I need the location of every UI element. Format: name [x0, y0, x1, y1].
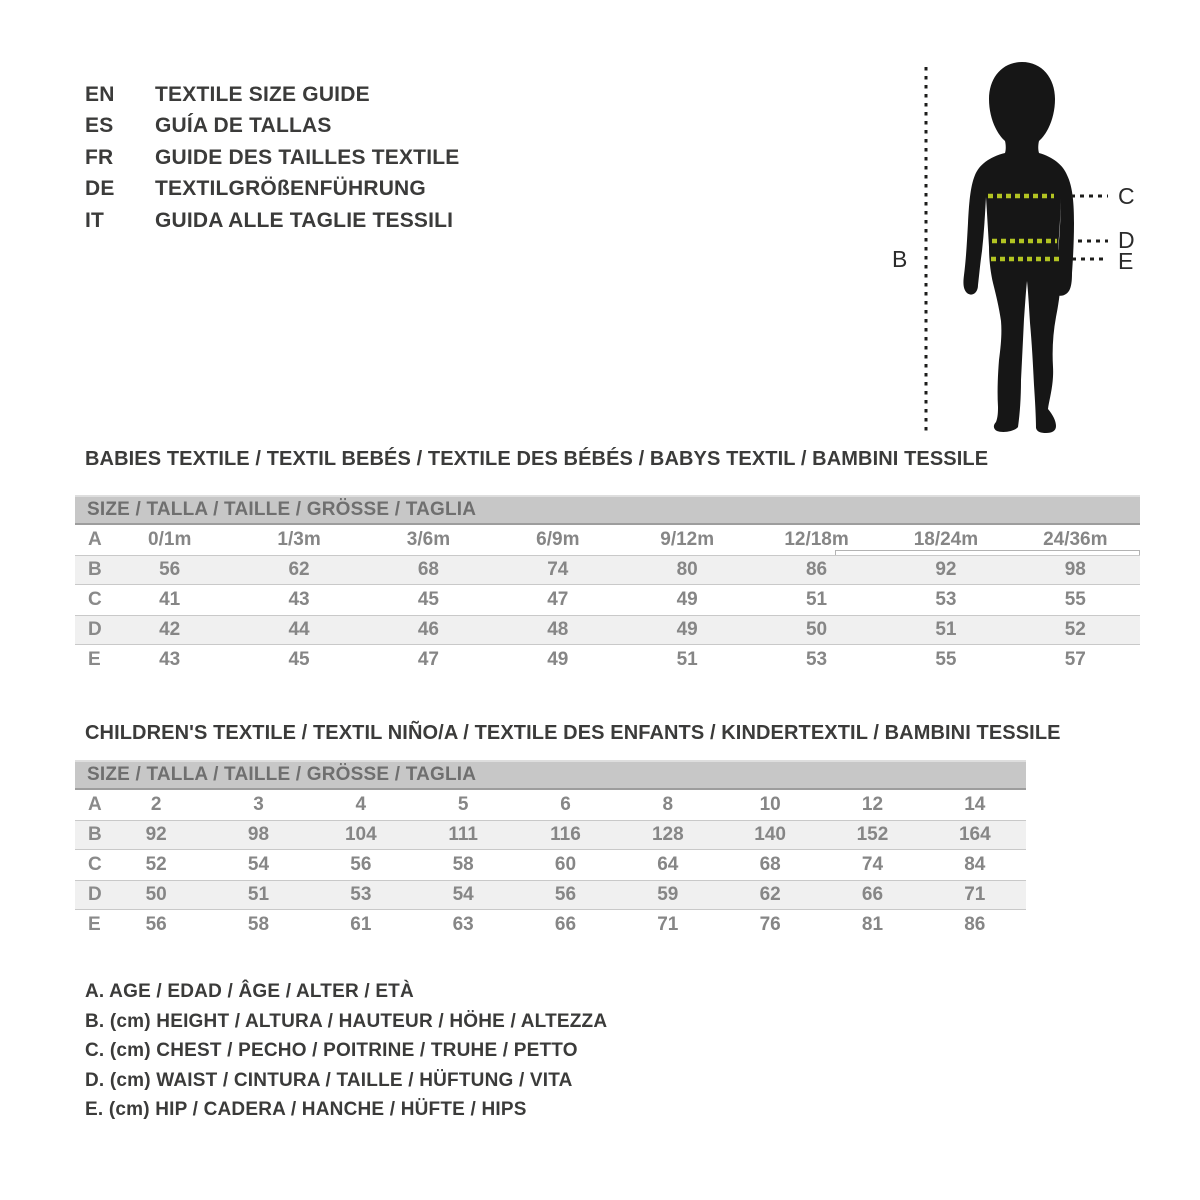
size-cell: 86 [964, 914, 986, 935]
row-label: C [88, 589, 102, 610]
legend-age: A. AGE / EDAD / ÂGE / ALTER / ETÀ [85, 981, 414, 1002]
size-cell: 56 [350, 854, 372, 875]
table-row-e [75, 645, 1140, 675]
size-cell: 49 [676, 589, 698, 610]
row-label: D [88, 884, 102, 905]
size-cell: 116 [550, 824, 581, 845]
guide-title-en: TEXTILE SIZE GUIDE [155, 82, 370, 106]
hip-label: E [1118, 248, 1134, 274]
legend-height: B. (cm) HEIGHT / ALTURA / HAUTEUR / HÖHE / ALTEZZA [85, 1010, 608, 1032]
size-cell: 62 [288, 559, 310, 580]
size-cell: 8 [662, 794, 674, 815]
size-cell: 61 [350, 914, 372, 935]
size-table-header: SIZE / TALLA / TAILLE / GRÖSSE / TAGLIA [75, 760, 1026, 790]
size-cell: 56 [554, 884, 577, 905]
size-cell: 66 [554, 914, 577, 935]
size-cell: 50 [145, 884, 167, 905]
lang-code: EN [85, 82, 115, 106]
size-cell: 104 [344, 824, 377, 845]
size-cell: 46 [417, 619, 439, 640]
size-cell: 53 [350, 884, 372, 905]
row-label: B [88, 559, 102, 580]
lang-row-es [85, 111, 459, 143]
size-cell: 51 [805, 589, 828, 610]
size-cell: 84 [964, 854, 986, 875]
table-row-b [75, 820, 1026, 850]
legend-waist: D. (cm) WAIST / CINTURA / TAILLE / HÜFTUNG / VITA [85, 1069, 573, 1091]
size-cell: 0/1m [148, 529, 192, 550]
size-cell: 6 [560, 794, 571, 815]
size-cell: 86 [805, 559, 828, 580]
size-cell: 3 [253, 794, 264, 815]
size-cell: 60 [554, 854, 577, 875]
size-cell: 98 [247, 824, 270, 845]
size-cell: 54 [452, 884, 474, 905]
size-cell: 74 [547, 559, 569, 580]
measurement-legend [85, 977, 607, 1125]
size-cell: 66 [861, 884, 884, 905]
size-cell: 49 [547, 649, 569, 670]
row-label: C [88, 854, 102, 875]
size-cell: 51 [247, 884, 270, 905]
table-row-b [75, 555, 1140, 585]
size-cell: 49 [676, 619, 698, 640]
size-cell: 12/18m [784, 529, 849, 550]
size-cell: 18/24m [913, 529, 979, 550]
size-cell: 55 [1064, 589, 1086, 610]
size-cell: 64 [657, 854, 679, 875]
size-cell: 1/3m [277, 529, 321, 550]
legend-hip: E. (cm) HIP / CADERA / HANCHE / HÜFTE / HIPS [85, 1099, 527, 1120]
size-cell: 140 [754, 824, 786, 845]
size-cell: 63 [452, 914, 474, 935]
guide-title-fr: GUIDE DES TAILLES TEXTILE [155, 145, 460, 169]
table-row-a [75, 790, 1026, 820]
waist-label: D [1118, 227, 1135, 253]
size-cell: 152 [856, 824, 889, 845]
guide-title-it: GUIDA ALLE TAGLIE TESSILI [155, 208, 454, 232]
row-label: B [88, 824, 102, 845]
row-label: A [88, 794, 102, 815]
size-cell: 43 [159, 649, 181, 670]
lang-row-fr [85, 142, 459, 174]
size-cell: 98 [1064, 559, 1086, 580]
lang-code: ES [85, 114, 114, 138]
child-measurement-figure [850, 55, 1160, 445]
size-cell: 45 [417, 589, 439, 610]
size-cell: 57 [1064, 649, 1086, 670]
size-cell: 47 [417, 649, 439, 670]
size-cell: 62 [759, 884, 781, 905]
table-row-d [75, 615, 1140, 645]
table-row-a [75, 525, 1140, 555]
chest-label: C [1118, 183, 1135, 209]
size-cell: 52 [145, 854, 167, 875]
size-cell: 51 [935, 619, 957, 640]
size-cell: 43 [288, 589, 310, 610]
size-cell: 2 [150, 794, 162, 815]
size-cell: 24/36m [1043, 529, 1108, 550]
size-cell: 14 [964, 794, 986, 815]
size-cell: 5 [457, 794, 469, 815]
lang-row-de [85, 174, 459, 206]
size-cell: 42 [159, 619, 181, 640]
size-cell: 54 [247, 854, 270, 875]
size-cell: 58 [247, 914, 270, 935]
children-section-title: CHILDREN'S TEXTILE / TEXTIL NIÑO/A / TEXTILE DES ENFANTS / KINDERTEXTIL / BAMBINI TESSILE [85, 722, 1061, 744]
legend-chest: C. (cm) CHEST / PECHO / POITRINE / TRUHE / PETTO [85, 1040, 578, 1061]
table-row-e [75, 910, 1026, 940]
row-label: E [88, 914, 101, 935]
table-row-c [75, 850, 1026, 880]
size-cell: 47 [547, 589, 569, 610]
row-label: D [88, 619, 102, 640]
size-cell: 68 [759, 854, 781, 875]
size-cell: 71 [657, 914, 679, 935]
size-cell: 59 [657, 884, 679, 905]
size-cell: 111 [448, 824, 478, 845]
size-cell: 80 [676, 559, 698, 580]
child-silhouette-icon [963, 62, 1074, 433]
size-cell: 81 [861, 914, 884, 935]
size-cell: 68 [417, 559, 439, 580]
row-label: A [88, 529, 102, 550]
size-cell: 164 [958, 824, 991, 845]
table-row-c [75, 585, 1140, 615]
size-table-body [75, 525, 1140, 675]
size-cell: 9/12m [660, 529, 715, 550]
lang-code: FR [85, 145, 114, 169]
size-cell: 52 [1064, 619, 1086, 640]
row-label: E [88, 649, 101, 670]
size-cell: 10 [759, 794, 781, 815]
size-cell: 45 [288, 649, 310, 670]
size-cell: 56 [159, 559, 181, 580]
size-cell: 71 [964, 884, 986, 905]
size-cell: 74 [861, 854, 884, 875]
size-cell: 53 [935, 589, 957, 610]
size-cell: 53 [805, 649, 828, 670]
size-cell: 3/6m [406, 529, 451, 550]
lang-row-it [85, 205, 459, 237]
guide-title-es: GUÍA DE TALLAS [155, 114, 332, 138]
size-cell: 55 [935, 649, 957, 670]
height-label: B [892, 246, 908, 272]
lang-code: IT [85, 208, 105, 232]
size-cell: 92 [145, 824, 167, 845]
table-row-d [75, 880, 1026, 910]
language-title-list [85, 79, 459, 237]
size-cell: 92 [935, 559, 957, 580]
size-cell: 4 [355, 794, 367, 815]
size-cell: 56 [145, 914, 167, 935]
size-table-header: SIZE / TALLA / TAILLE / GRÖSSE / TAGLIA [75, 495, 1140, 525]
babies-section-title: BABIES TEXTILE / TEXTIL BEBÉS / TEXTILE DES BÉBÉS / BABYS TEXTIL / BAMBINI TESSILE [85, 448, 989, 470]
size-cell: 58 [452, 854, 474, 875]
size-cell: 128 [651, 824, 684, 845]
size-cell: 6/9m [536, 529, 580, 550]
lang-code: DE [85, 177, 115, 201]
size-cell: 12 [861, 794, 884, 815]
babies-size-table [75, 495, 1140, 675]
size-cell: 44 [288, 619, 310, 640]
lang-row-en [85, 79, 459, 111]
size-cell: 41 [159, 589, 181, 610]
children-size-table [75, 760, 1026, 940]
size-cell: 76 [759, 914, 781, 935]
size-cell: 51 [676, 649, 698, 670]
size-table-body [75, 790, 1026, 940]
size-cell: 48 [547, 619, 569, 640]
guide-title-de: TEXTILGRÖßENFÜHRUNG [155, 177, 426, 201]
size-cell: 50 [805, 619, 828, 640]
